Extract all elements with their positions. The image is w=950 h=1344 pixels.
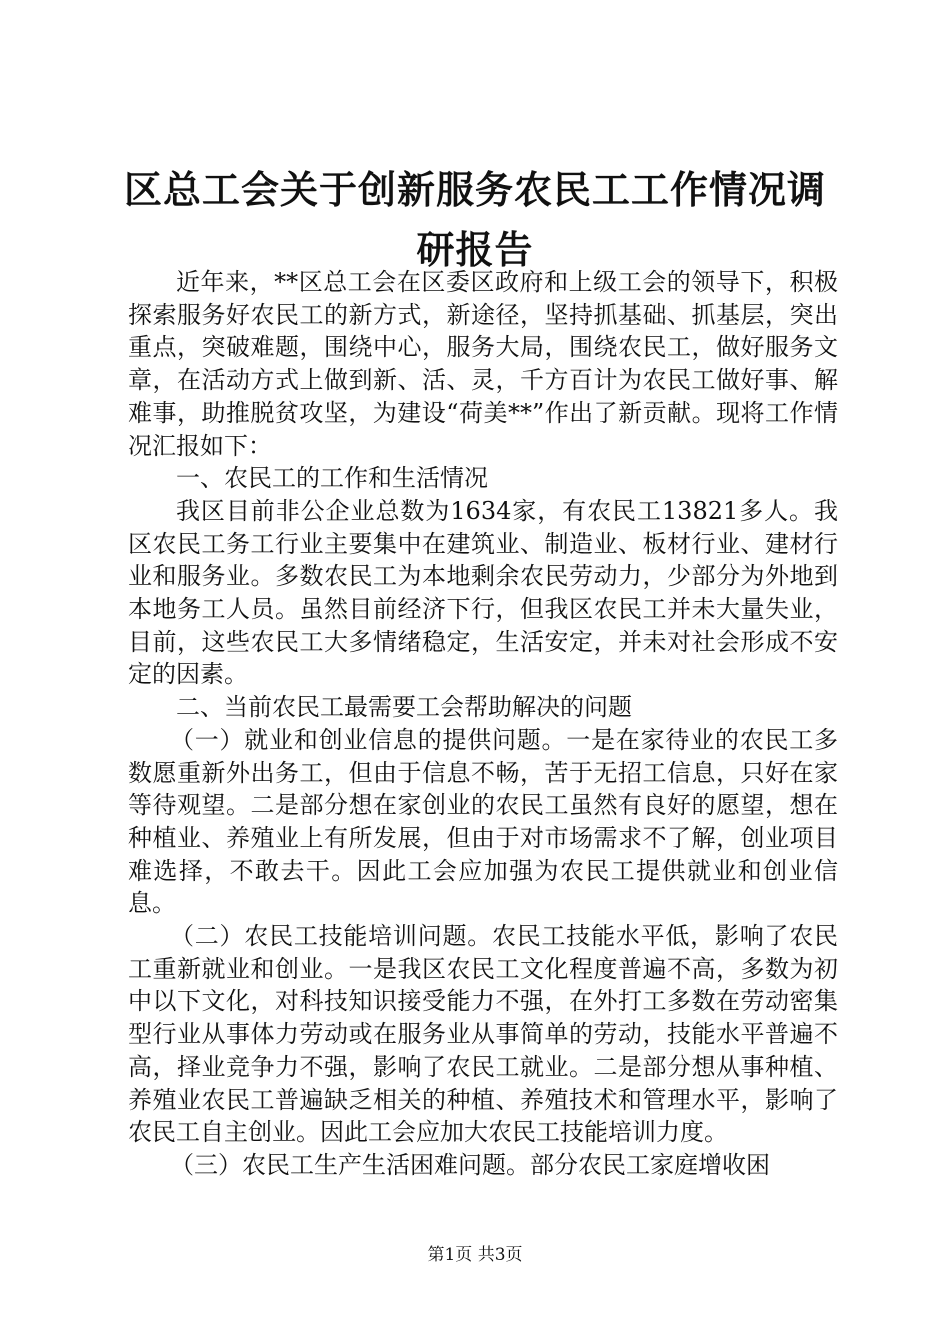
section-heading-1: 一、农民工的工作和生活情况 xyxy=(176,464,488,493)
paragraph-intro: 近年来，**区总工会在区委区政府和上级工会的领导下，积极探索服务好农民工的新方式，新途径，坚持抓基础、抓基层，突出重点，突破难题，围绕中心，服务大局，围绕农民工，做好服务文章，在活动方式上做到新、活、灵，千方百计为农民工做好事、解难事，助推脱贫攻坚，为建设“荷美**”作出了新贡献。现将工作情况汇报如下： xyxy=(128,268,838,460)
paragraph-subsection-1: （一）就业和创业信息的提供问题。一是在家待业的农民工多数愿重新外出务工，但由于信息不畅，苦于无招工信息，只好在家等待观望。二是部分想在家创业的农民工虽然有良好的愿望，想在种植业、养殖业上有所发展，但由于对市场需求不了解，创业项目难选择，不敢去干。因此工会应加强为农民工提供就业和创业信息。 xyxy=(128,725,838,918)
paragraph-section-1: 我区目前非公企业总数为1634家，有农民工13821多人。我区农民工务工行业主要集中在建筑业、制造业、板材行业、建材行业和服务业。多数农民工为本地剩余农民劳动力，少部分为外地到本地务工人员。虽然目前经济下行，但我区农民工并未大量失业，目前，这些农民工大多情绪稳定，生活安定，并未对社会形成不安定的因素。 xyxy=(128,496,838,689)
page-number-footer: 第1页 共3页 xyxy=(427,1245,523,1265)
paragraph-subsection-2: （二）农民工技能培训问题。农民工技能水平低，影响了农民工重新就业和创业。一是我区农民工文化程度普遍不高，多数为初中以下文化，对科技知识接受能力不强，在外打工多数在劳动密集型行业从事体力劳动或在服务业从事简单的劳动，技能水平普遍不高，择业竞争力不强，影响了农民工就业。二是部分想从事种植、养殖业农民工普遍缺乏相关的种植、养殖技术和管理水平，影响了农民工自主创业。因此工会应加大农民工技能培训力度。 xyxy=(128,922,838,1147)
document-body xyxy=(128,266,838,1182)
section-heading-2: 二、当前农民工最需要工会帮助解决的问题 xyxy=(176,693,632,722)
document-title: 区总工会关于创新服务农民工工作情况调研报告 xyxy=(123,167,826,272)
paragraph-subsection-3: （三）农民工生产生活困难问题。部分农民工家庭增收困 xyxy=(170,1150,770,1179)
